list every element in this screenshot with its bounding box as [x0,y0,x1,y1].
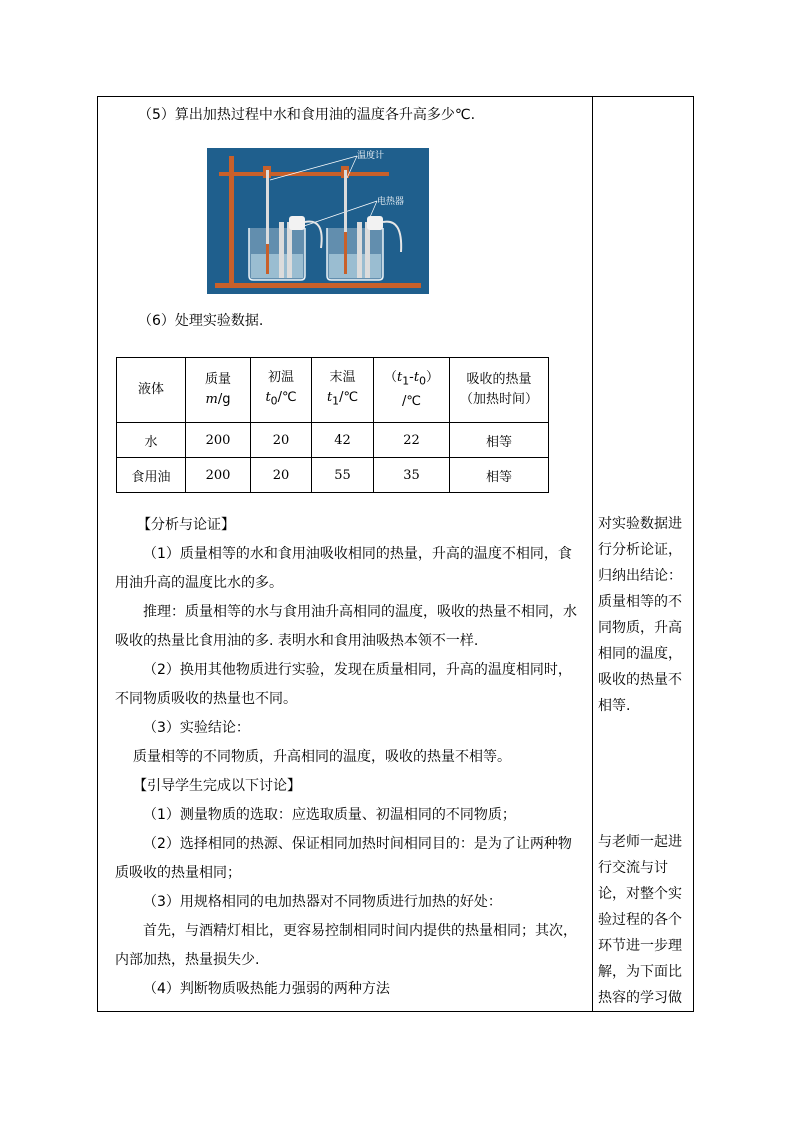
cell-liquid: 水 [117,423,186,458]
note-line: 行分析论证， [598,542,682,558]
analysis-p5: 质量相等的不同物质，升高相同的温度，吸收的热量不相等。 [133,749,511,765]
analysis-p2: 推理：质量相等的水与食用油升高相同的温度，吸收的热量不相同，水吸收的热量比食用油的多. 表明水和食用油吸热本领不一样. [115,604,577,649]
cell-final-temp: 42 [312,423,374,458]
cell-initial-temp: 20 [251,423,312,458]
note-line: 行交流与讨 [598,860,668,876]
main-text [115,511,585,1004]
experiment-illustration [207,148,429,294]
analysis-p1: （1）质量相等的水和食用油吸收相同的热量，升高的温度不相同，食用油升高的温度比水的多。 [115,546,572,591]
heater-right [367,216,383,230]
stand-base [215,283,421,288]
step6-text: （6）处理实验数据. [138,313,264,329]
discussion-p1: （1）测量物质的选取：应选取质量、初温相同的不同物质； [143,807,516,823]
note-line: 与老师一起进 [598,834,682,850]
header-heat: 吸收的热量 （加热时间） [450,358,549,423]
table-row [117,458,549,493]
stand-crossbar [219,172,389,176]
sidebar-note-discussion [598,829,682,1011]
liquid-right [329,254,381,278]
note-line: 同物质，升高 [598,620,682,636]
header-mass: 质量 m/g [186,358,251,423]
discussion-p5: （4）判断物质吸热能力强弱的两种方法 [143,981,390,997]
cell-heat: 相等 [450,458,549,493]
analysis-p3: （2）换用其他物质进行实验，发现在质量相同，升高的温度相同时，不同物质吸收的热量也不同。 [115,662,572,707]
header-initial-temp: 初温 $t_0/℃$ [251,358,312,423]
note-line: 对实验数据进 [598,516,682,532]
step5-text: （5）算出加热过程中水和食用油的温度各升高多少℃. [138,107,476,123]
note-line: 论，对整个实 [598,886,682,902]
note-line: 解，为下面比 [598,964,682,980]
note-line: 热容的学习做 [598,990,682,1006]
note-line: 归纳出结论： [598,568,682,584]
analysis-heading: 【分析与论证】 [137,517,235,533]
thermometer-label: 温度计 [357,151,385,161]
heater-rod-left [279,222,284,278]
note-line: 验过程的各个 [598,912,682,928]
header-final-temp: 末温 $t_1/℃$ [312,358,374,423]
note-line: 环节进一步理 [598,938,682,954]
discussion-p4: 首先，与酒精灯相比，更容易控制相同时间内提供的热量相同；其次，内部加热，热量损失少. [115,923,577,968]
header-liquid: 液体 [117,358,186,423]
apparatus-figure [207,148,429,294]
table-header-row [117,358,549,423]
column-divider [592,96,593,1012]
cell-initial-temp: 20 [251,458,312,493]
liquid-left [251,254,303,278]
discussion-p2: （2）选择相同的热源、保证相同加热时间相同目的：是为了让两种物质吸收的热量相同； [115,836,572,881]
header-temp-change: $(t_1-t_0)$ /℃ [374,358,450,423]
cell-final-temp: 55 [312,458,374,493]
cell-heat: 相等 [450,423,549,458]
data-table [116,357,549,493]
table-row [117,423,549,458]
sidebar-note-conclusion [598,511,682,719]
cell-temp-change: 22 [374,423,450,458]
discussion-heading: 【引导学生完成以下讨论】 [133,778,301,794]
note-line: 相等. [598,698,631,714]
heater-left [289,216,305,230]
note-line: 质量相等的不 [598,594,682,610]
cell-liquid: 食用油 [117,458,186,493]
cell-mass: 200 [186,458,251,493]
heater-label: 电热器 [377,197,405,207]
note-line: 相同的温度， [598,646,682,662]
note-line: 吸收的热量不 [598,672,682,688]
analysis-p4: （3）实验结论： [143,720,250,736]
heater-rod-right [357,222,362,278]
discussion-p3: （3）用规格相同的电加热器对不同物质进行加热的好处： [143,894,502,910]
cell-mass: 200 [186,423,251,458]
cell-temp-change: 35 [374,458,450,493]
